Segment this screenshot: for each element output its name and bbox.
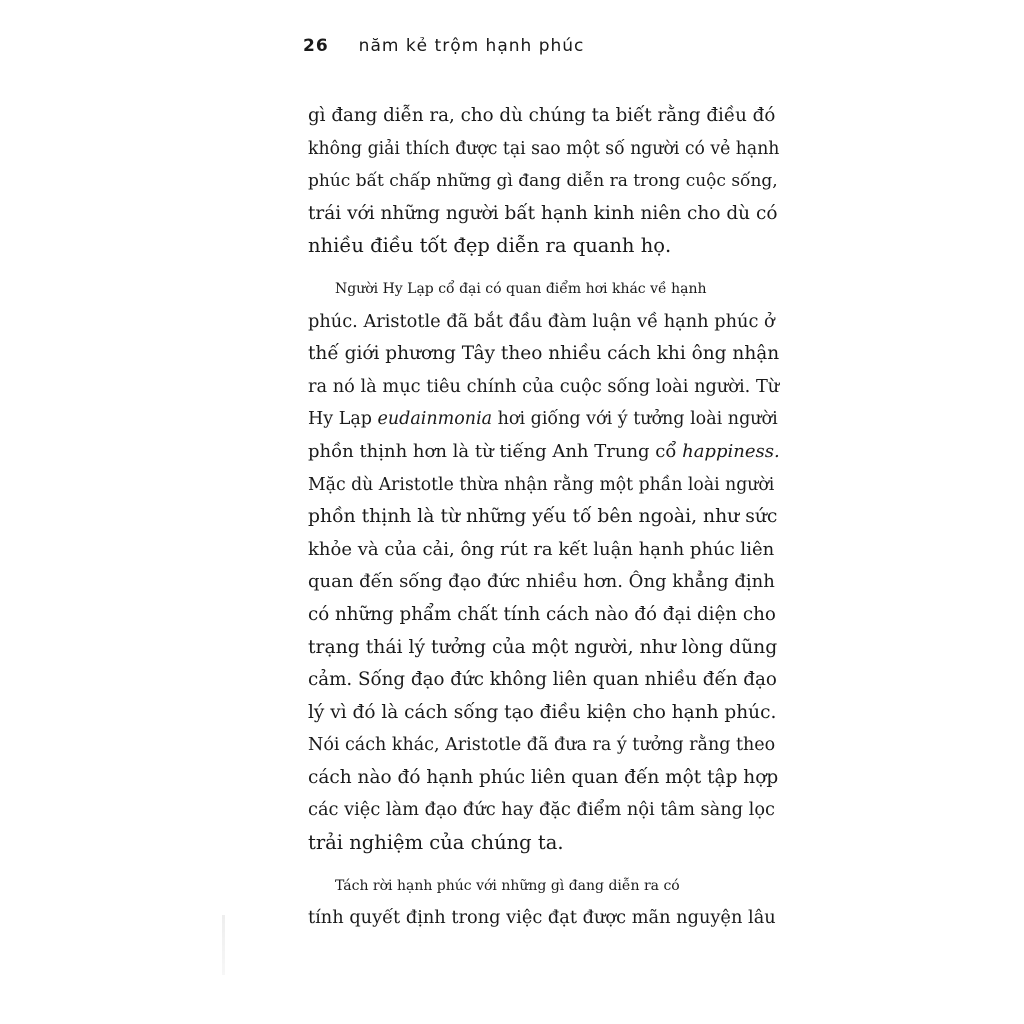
text-line: phúc. Aristotle đã bắt đầu đàm luận về hạnh phúc ở bbox=[308, 311, 775, 332]
text-line: tính quyết định trong việc đạt được mãn nguyện lâu bbox=[308, 908, 776, 929]
text-line: lý vì đó là cách sống tạo điều kiện cho hạnh phúc. bbox=[308, 701, 777, 723]
paragraph bbox=[308, 273, 778, 860]
text-line: cách nào đó hạnh phúc liên quan đến một tập hợp bbox=[308, 766, 779, 788]
text-line: thế giới phương Tây theo nhiều cách khi ông nhận bbox=[308, 343, 780, 365]
text-line: phồn thịnh là từ những yếu tố bên ngoài, như sức bbox=[308, 506, 778, 528]
text-line: ra nó là mục tiêu chính của cuộc sống loài người. Từ bbox=[308, 376, 780, 397]
text-line: Mặc dù Aristotle thừa nhận rằng một phần loài người bbox=[308, 474, 775, 495]
body-text bbox=[308, 100, 778, 935]
text-line: Hy Lạp eudainmonia hơi giống với ý tưởng loài người bbox=[308, 409, 778, 430]
text-line: các việc làm đạo đức hay đặc điểm nội tâm sàng lọc bbox=[308, 800, 775, 821]
text-line: cảm. Sống đạo đức không liên quan nhiều đến đạo bbox=[308, 669, 777, 691]
text-line: Người Hy Lạp cổ đại có quan điểm hơi khác về hạnh bbox=[335, 280, 707, 297]
text-line: nhiều điều tốt đẹp diễn ra quanh họ. bbox=[308, 234, 672, 258]
page-number: 26 bbox=[303, 36, 329, 56]
text-line: không giải thích được tại sao một số người có vẻ hạnh bbox=[308, 138, 780, 159]
text-line: phồn thịnh hơn là từ tiếng Anh Trung cổ happiness. bbox=[308, 440, 780, 462]
text-line: có những phẩm chất tính cách nào đó đại diện cho bbox=[308, 603, 776, 625]
text-line: trái với những người bất hạnh kinh niên cho dù có bbox=[308, 202, 778, 224]
text-line: Tách rời hạnh phúc với những gì đang diễn ra có bbox=[335, 877, 680, 894]
running-title: năm kẻ trộm hạnh phúc bbox=[358, 36, 585, 56]
text-line: Nói cách khác, Aristotle đã đưa ra ý tưởng rằng theo bbox=[308, 735, 776, 756]
text-line: khỏe và của cải, ông rút ra kết luận hạnh phúc liên bbox=[308, 538, 775, 560]
text-line: phúc bất chấp những gì đang diễn ra trong cuộc sống, bbox=[308, 171, 778, 192]
text-line: trạng thái lý tưởng của một người, như lòng dũng bbox=[308, 636, 778, 658]
text-line: trải nghiệm của chúng ta. bbox=[308, 831, 564, 855]
paragraph bbox=[308, 870, 778, 935]
text-line: quan đến sống đạo đức nhiều hơn. Ông khẳng định bbox=[308, 571, 775, 593]
running-head bbox=[303, 36, 584, 56]
paragraph bbox=[308, 100, 778, 263]
text-line: gì đang diễn ra, cho dù chúng ta biết rằng điều đó bbox=[308, 105, 776, 126]
page-edge-mark bbox=[222, 915, 225, 975]
